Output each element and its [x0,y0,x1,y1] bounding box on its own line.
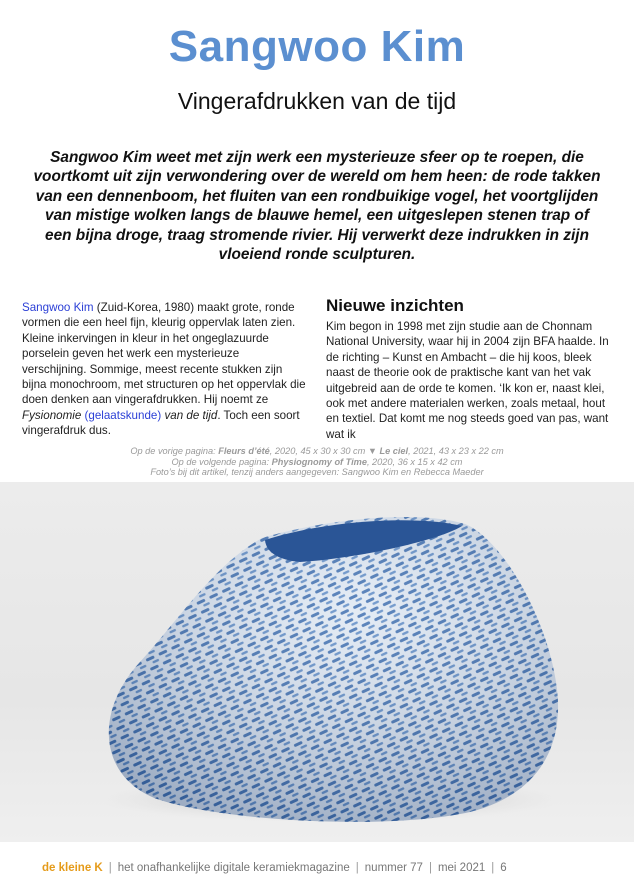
right-column [326,296,616,442]
magazine-brand: de kleine K [42,862,103,874]
left-column-text [22,300,306,439]
artist-name-link[interactable]: Sangwoo Kim [22,301,94,314]
photo-captions [0,446,634,478]
caption-line-3: Foto’s bij dit artikel, tenzij anders aangegeven: Sangwoo Kim en Rebecca Maeder [150,467,484,478]
left-text-a: (Zuid-Korea, 1980) maakt grote, ronde vormen die een heel fijn, kleurig oppervlak laten zien. Kleine inkervingen in kleur in het ongeglazuurde porselein geven het werk een mysterieuze verschijning. Sommige, meest recente stukken zijn bijna monochroom, met structuren op het oppervlak die doen denken aan vingerafdrukken. Hij noemt ze [22,301,306,407]
article-title: Sangwoo Kim [168,22,466,71]
right-column-text: Kim begon in 1998 met zijn studie aan de Chonnam National University, waar hij in 2004 zijn BFA haalde. In de richting – Kunst en Ambacht – die hij koos, bleek naast de theorie ook de praktische kant van het vak uitgebreid aan de orde te komen. ‘Ik kon er, naast klei, ook met andere materialen werken, zoals metaal, hout en textiel. Dat komt me nog steeds goed van pas, want wat ik [326,320,609,441]
caption-line-2: Op de volgende pagina: Physiognomy of Time, 2020, 36 x 15 x 42 cm [171,456,463,467]
issue-date: mei 2021 [437,862,486,874]
fysionomie-term: Fysionomie [22,408,82,422]
van-de-tijd-term: van de tijd [164,408,218,422]
gelaatskunde-link[interactable]: (gelaatskunde) [84,408,162,422]
issue-number: nummer 77 [364,862,423,874]
article-subtitle: Vingerafdrukken van de tijd [177,88,457,114]
sculpture-illustration [0,482,634,842]
page-footer: de kleine K | het onafhankelijke digitale keramiekmagazine | nummer 77 | mei 2021 | 6 [42,862,507,874]
section-heading: Nieuwe inzichten [326,296,464,315]
sculpture-photo [0,482,634,842]
magazine-tagline: het onafhankelijke digitale keramiekmagazine [117,862,350,874]
page-number: 6 [500,862,507,874]
caption-line-1: Op de vorige pagina: Fleurs d’été, 2020, 45 x 30 x 30 cm ▼ Le ciel, 2021, 43 x 23 x 22 cm [130,446,504,456]
left-text-b: . Toch een soort vingerafdruk dus. [22,408,300,438]
intro-paragraph: Sangwoo Kim weet met zijn werk een mysterieuze sfeer op te roepen, die voortkomt uit zijn verwondering over de wereld om hem heen: de rode takken van een dennenboom, het fluiten van een rondbuikige vogel, het voortglijden van mistige wolken langs de blauwe hemel, een uitgeslepen stenen trap of een bijna droge, traag stromende rivier. Hij verwerkt deze indrukken in zijn vloeiend ronde sculpturen. [33,149,601,264]
